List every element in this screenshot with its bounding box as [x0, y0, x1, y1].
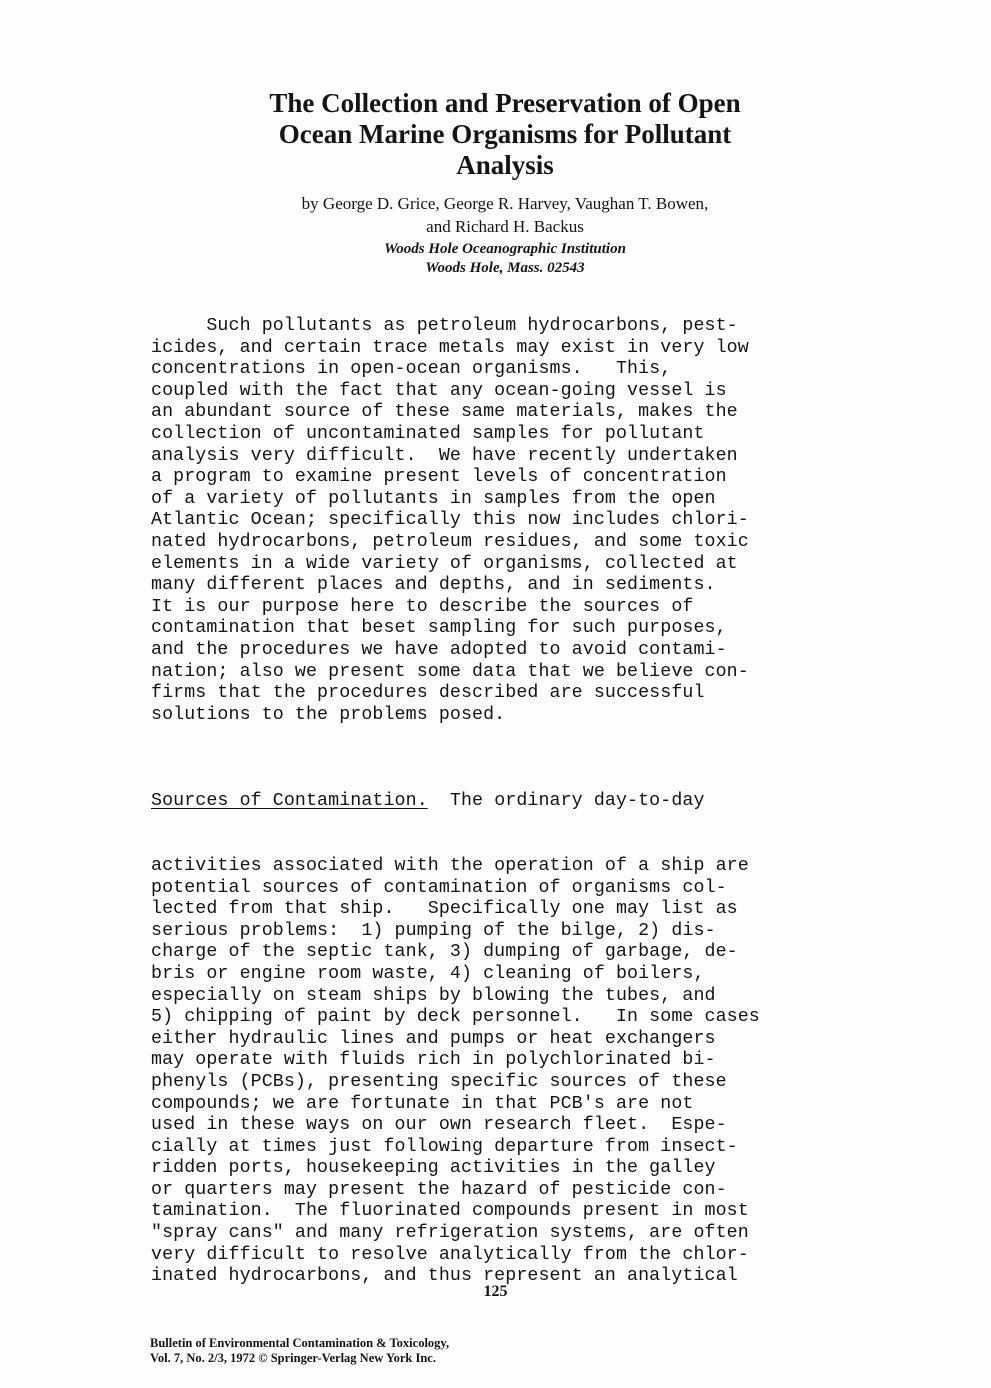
- paragraph-line: ridden ports, housekeeping activities in the galley: [151, 1158, 716, 1179]
- paragraph-line: bris or engine room waste, 4) cleaning of boilers,: [151, 963, 705, 984]
- paragraph-line: collection of uncontaminated samples for pollutant: [151, 423, 705, 444]
- paragraph-line: concentrations in open-ocean organisms. This,: [151, 359, 672, 380]
- footer-line-2: Vol. 7, No. 2/3, 1972 © Springer-Verlag New York Inc.: [150, 1351, 436, 1365]
- title-line: Analysis: [456, 150, 554, 180]
- paragraph-line: nated hydrocarbons, petroleum residues, and some toxic: [151, 531, 749, 552]
- paragraph-line: inated hydrocarbons, and thus represent an analytical: [151, 1266, 738, 1287]
- paragraph-line: Such pollutants as petroleum hydrocarbons, pest-: [151, 316, 738, 336]
- paragraph-line: firms that the procedures described are successful: [151, 683, 705, 704]
- affiliation-institution: Woods Hole Oceanographic Institution: [384, 241, 626, 257]
- footer-line-1: Bulletin of Environmental Contamination & Toxicology,: [150, 1336, 450, 1350]
- paragraph-line: It is our purpose here to describe the sources of: [151, 596, 694, 617]
- paper-title: [150, 88, 860, 181]
- paragraph-line: contamination that beset sampling for such purposes,: [151, 618, 727, 639]
- paragraph-line: phenyls (PCBs), presenting specific sources of these: [151, 1071, 727, 1092]
- author-line-2: and Richard H. Backus: [426, 217, 584, 236]
- paragraph-line: potential sources of contamination of organisms col-: [151, 877, 727, 898]
- section-heading: Sources of Contamination.: [151, 791, 428, 812]
- paragraph-line: and the procedures we have adopted to avoid contami-: [151, 639, 727, 660]
- affiliation-location: Woods Hole, Mass. 02543: [425, 260, 585, 276]
- paragraph-line: cially at times just following departure from insect-: [151, 1136, 738, 1157]
- paragraph-line: compounds; we are fortunate in that PCB's are not: [151, 1093, 694, 1114]
- paragraph-line: lected from that ship. Specifically one may list as: [151, 899, 738, 920]
- paragraph-line: 5) chipping of paint by deck personnel. In some cases: [151, 1007, 760, 1028]
- paragraph-line: many different places and depths, and in sediments.: [151, 575, 716, 596]
- title-line: The Collection and Preservation of Open: [269, 88, 741, 118]
- paragraph-line: analysis very difficult. We have recently undertaken: [151, 445, 738, 466]
- paragraph-line: icides, and certain trace metals may exist in very low: [151, 337, 749, 358]
- page-number: 125: [483, 1283, 508, 1300]
- paragraph-line: may operate with fluids rich in polychlorinated bi-: [151, 1050, 716, 1071]
- paragraph-line: very difficult to resolve analytically from the chlor-: [151, 1244, 749, 1265]
- paragraph-line: [151, 791, 851, 813]
- paragraph-line: coupled with the fact that any ocean-going vessel is: [151, 380, 727, 401]
- paragraph-line: used in these ways on our own research fleet. Espe-: [151, 1115, 727, 1136]
- paragraph-line: solutions to the problems posed.: [151, 704, 506, 725]
- paragraph-line: elements in a wide variety of organisms, collected at: [151, 553, 738, 574]
- author-line-1: by George D. Grice, George R. Harvey, Vaughan T. Bowen,: [301, 194, 709, 213]
- paragraph-line: an abundant source of these same materials, makes the: [151, 402, 738, 423]
- paragraph-line: Atlantic Ocean; specifically this now includes chlori-: [151, 510, 749, 531]
- paragraph-line: especially on steam ships by blowing the tubes, and: [151, 985, 716, 1006]
- paragraph-line: "spray cans" and many refrigeration systems, are often: [151, 1223, 749, 1244]
- journal-footer: [150, 1336, 449, 1366]
- paragraph-line: activities associated with the operation of a ship are: [151, 855, 749, 876]
- author-list: [150, 192, 860, 238]
- paragraph-sources-of-contamination: [151, 748, 851, 1288]
- heading-line-rest: The ordinary day-to-day: [427, 791, 705, 812]
- paragraph-line: serious problems: 1) pumping of the bilge, 2) dis-: [151, 920, 716, 941]
- paragraph-line: tamination. The fluorinated compounds present in most: [151, 1201, 749, 1222]
- paragraph-line: nation; also we present some data that we believe con-: [151, 661, 749, 682]
- paragraph-line: of a variety of pollutants in samples from the open: [151, 488, 716, 509]
- paragraph-line: or quarters may present the hazard of pesticide con-: [151, 1179, 727, 1200]
- paragraph-line: a program to examine present levels of concentration: [151, 467, 727, 488]
- paragraph-line: charge of the septic tank, 3) dumping of garbage, de-: [151, 942, 738, 963]
- paragraph-line: either hydraulic lines and pumps or heat exchangers: [151, 1028, 716, 1049]
- paragraph-introduction: [151, 316, 851, 726]
- title-line: Ocean Marine Organisms for Pollutant: [278, 119, 732, 149]
- affiliation: [150, 240, 860, 278]
